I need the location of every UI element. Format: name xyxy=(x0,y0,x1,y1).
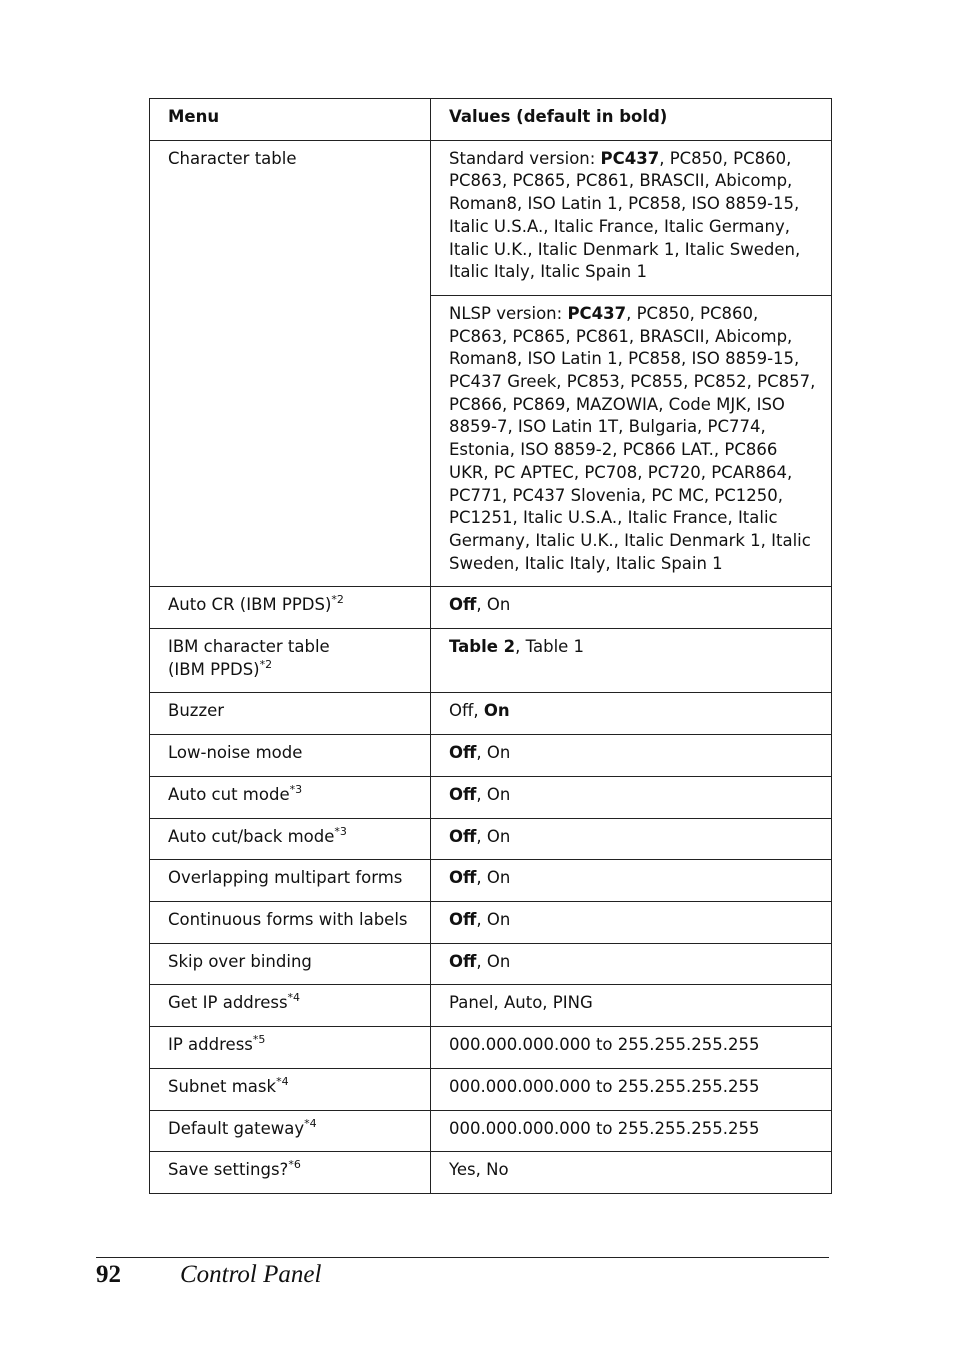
values-cell xyxy=(431,943,832,985)
value-text: , On xyxy=(476,868,511,888)
menu-cell: Character table xyxy=(150,140,431,587)
settings-table xyxy=(149,98,832,1194)
menu-label: Auto cut mode xyxy=(168,784,290,804)
table-row xyxy=(150,735,832,777)
table-header-row xyxy=(150,99,832,141)
table-row xyxy=(150,776,832,818)
value-text: , Table 1 xyxy=(515,637,585,657)
menu-cell xyxy=(150,693,431,735)
menu-cell xyxy=(150,943,431,985)
footnote-ref: *2 xyxy=(259,657,273,671)
value-text: , On xyxy=(476,595,511,615)
values-cell xyxy=(431,776,832,818)
menu-label-line2: (IBM PPDS) xyxy=(168,659,260,679)
values-cell xyxy=(431,1027,832,1069)
value-text: Off, xyxy=(449,701,484,721)
default-value: Off xyxy=(449,784,477,804)
values-cell xyxy=(431,693,832,735)
table-row xyxy=(150,1110,832,1152)
table-row xyxy=(150,860,832,902)
values-cell xyxy=(431,901,832,943)
value-text: Panel, Auto, PING xyxy=(449,993,593,1013)
value-text: 000.000.000.000 to 255.255.255.255 xyxy=(449,1118,760,1138)
value-text: , On xyxy=(476,826,511,846)
menu-label: Overlapping multipart forms xyxy=(168,868,403,888)
values-cell xyxy=(431,818,832,860)
values-column-header: Values (default in bold) xyxy=(431,99,832,141)
menu-cell xyxy=(150,1068,431,1110)
menu-label: Get IP address xyxy=(168,993,288,1013)
menu-label: Auto CR (IBM PPDS) xyxy=(168,595,332,615)
table-row xyxy=(150,629,832,693)
menu-cell xyxy=(150,860,431,902)
footnote-ref: *5 xyxy=(252,1033,266,1047)
footnote-ref: *2 xyxy=(331,593,344,607)
menu-label: Buzzer xyxy=(168,701,225,721)
values-cell xyxy=(431,295,832,586)
value-text: , On xyxy=(476,909,511,929)
footnote-ref: *4 xyxy=(276,1074,289,1088)
default-value: On xyxy=(483,701,510,721)
standard-other-values: , PC850, PC860, PC863, PC865, PC861, BRASCII, Abicomp, Roman8, ISO Latin 1, PC858, ISO 8859-15, Italic U.S.A., Italic France, Italic Germany, Italic U.K., Italic Denmark 1, Italic Sweden, Italic Italy, Italic Spain 1 xyxy=(449,148,801,282)
standard-default-value: PC437 xyxy=(600,148,660,168)
values-cell xyxy=(431,860,832,902)
menu-column-header: Menu xyxy=(150,99,431,141)
values-cell xyxy=(431,1068,832,1110)
default-value: Off xyxy=(449,826,477,846)
default-value: Off xyxy=(449,909,477,929)
menu-cell xyxy=(150,776,431,818)
value-text: 000.000.000.000 to 255.255.255.255 xyxy=(449,1035,760,1055)
default-value: Table 2 xyxy=(449,637,516,657)
menu-label: Continuous forms with labels xyxy=(168,909,408,929)
menu-label: Skip over binding xyxy=(168,951,312,971)
menu-label: IBM character table xyxy=(168,637,330,657)
default-value: Off xyxy=(449,951,477,971)
footnote-ref: *6 xyxy=(288,1158,301,1172)
menu-cell xyxy=(150,818,431,860)
menu-cell xyxy=(150,1152,431,1194)
footnote-ref: *3 xyxy=(334,824,347,838)
value-text: Yes, No xyxy=(449,1160,509,1180)
menu-label: Default gateway xyxy=(168,1118,305,1138)
section-title: Control Panel xyxy=(180,1261,322,1288)
table-row xyxy=(150,693,832,735)
footer-rule xyxy=(96,1257,829,1258)
menu-cell xyxy=(150,901,431,943)
table-row xyxy=(150,943,832,985)
value-text: 000.000.000.000 to 255.255.255.255 xyxy=(449,1076,760,1096)
values-cell xyxy=(431,1152,832,1194)
values-cell xyxy=(431,629,832,693)
table-row xyxy=(150,901,832,943)
menu-cell xyxy=(150,1110,431,1152)
values-cell xyxy=(431,1110,832,1152)
menu-label: Low-noise mode xyxy=(168,743,303,763)
footnote-ref: *4 xyxy=(287,991,301,1005)
menu-cell xyxy=(150,735,431,777)
menu-cell xyxy=(150,985,431,1027)
menu-cell xyxy=(150,587,431,629)
menu-label: Auto cut/back mode xyxy=(168,826,335,846)
default-value: Off xyxy=(449,743,477,763)
table-row xyxy=(150,587,832,629)
table-row xyxy=(150,140,832,295)
page-number: 92 xyxy=(96,1261,121,1288)
table-row xyxy=(150,1068,832,1110)
values-cell xyxy=(431,985,832,1027)
values-cell xyxy=(431,587,832,629)
table-row xyxy=(150,1027,832,1069)
values-cell xyxy=(431,140,832,295)
menu-label: Subnet mask xyxy=(168,1076,277,1096)
nlsp-default-value: PC437 xyxy=(567,303,627,323)
menu-cell xyxy=(150,629,431,693)
table-row xyxy=(150,818,832,860)
value-text: , On xyxy=(476,951,511,971)
standard-prefix: Standard version: xyxy=(449,148,601,168)
nlsp-prefix: NLSP version: xyxy=(449,303,568,323)
menu-label: Save settings? xyxy=(168,1160,289,1180)
value-text: , On xyxy=(476,784,511,804)
value-text: , On xyxy=(476,743,511,763)
table-row xyxy=(150,985,832,1027)
nlsp-other-values: , PC850, PC860, PC863, PC865, PC861, BRASCII, Abicomp, Roman8, ISO Latin 1, PC858, ISO 8859-15, PC437 Greek, PC853, PC855, PC852, PC857, PC866, PC869, MAZOWIA, Code MJK, ISO 8859-7, ISO Latin 1T, Bulgaria, PC774, Estonia, ISO 8859-2, PC866 LAT., PC866 UKR, PC APTEC, PC708, PC720, PCAR864, PC771, PC437 Slovenia, PC MC, PC1250, PC1251, Italic U.S.A., Italic France, Italic Germany, Italic U.K., Italic Denmark 1, Italic Sweden, Italic Italy, Italic Spain 1 xyxy=(449,303,816,573)
menu-cell xyxy=(150,1027,431,1069)
footnote-ref: *4 xyxy=(304,1116,317,1130)
footnote-ref: *3 xyxy=(289,782,303,796)
values-cell xyxy=(431,735,832,777)
table-row xyxy=(150,1152,832,1194)
default-value: Off xyxy=(449,868,477,888)
default-value: Off xyxy=(449,595,477,615)
menu-label: IP address xyxy=(168,1035,253,1055)
